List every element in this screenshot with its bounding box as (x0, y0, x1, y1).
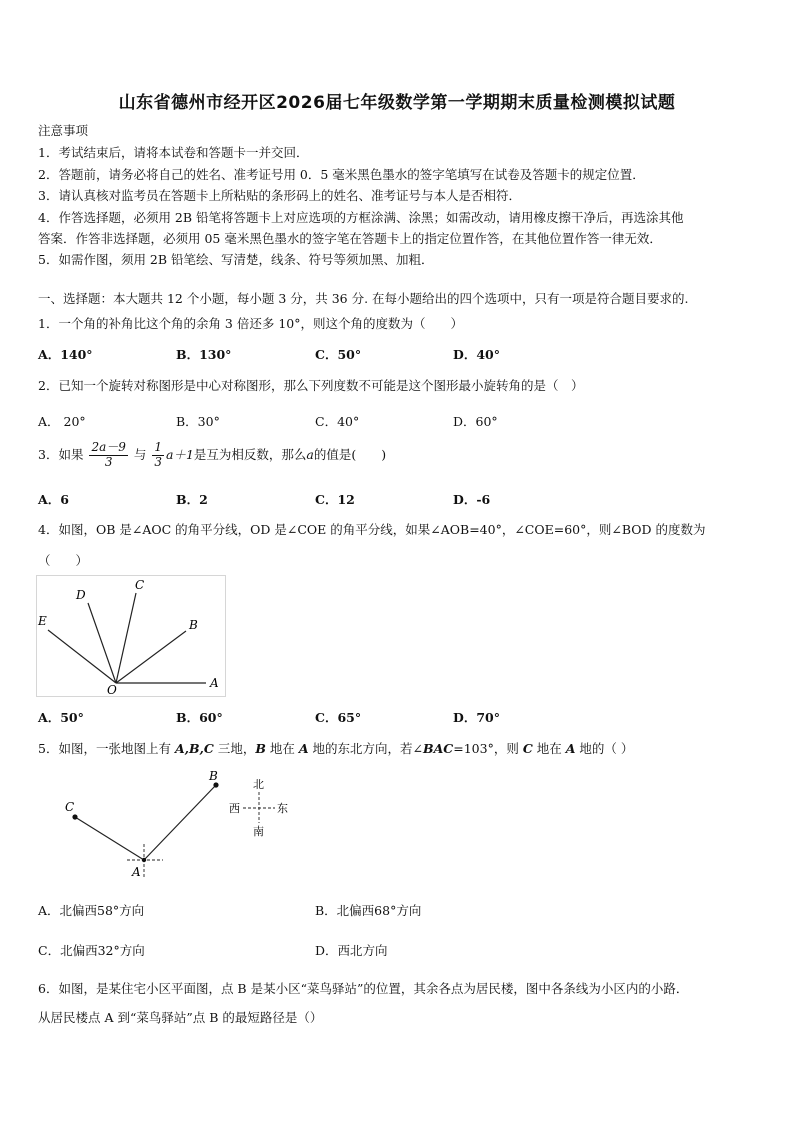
q1-option-d: D．40° (453, 347, 500, 362)
notice-item: 答案．作答非选择题，必须用 05 毫米黑色墨水的签字笔在答题卡上的指定位置作答，在其他位置作答一律无效． (38, 231, 662, 246)
q5-option-a: A．北偏西58°方向 (38, 903, 145, 918)
label-c: C (65, 800, 75, 814)
q3-option-c: C．12 (315, 492, 355, 507)
q3-mid: 与 (133, 446, 147, 462)
q5-text: 5．如图，一张地图上有 (38, 741, 175, 756)
q3-fraction-2 (152, 441, 164, 470)
question-6-stem-cont: 从居民楼点 A 到“菜鸟驿站”点 B 的最短路径是（） (38, 1010, 323, 1025)
question-3-stem (38, 441, 386, 470)
label-a: A (210, 676, 219, 690)
point-b (213, 782, 218, 787)
q2-option-d: D．60° (453, 414, 498, 429)
q3-fraction-2-denominator: 3 (154, 454, 162, 469)
q4-option-d: D．70° (453, 710, 500, 725)
q5-text: =103°，则 (453, 741, 523, 756)
q4-option-b: B．60° (176, 710, 223, 725)
notice-heading: 注意事项 (38, 123, 89, 138)
label-c: C (135, 578, 145, 592)
label-a: A (132, 865, 141, 879)
ray-od (88, 603, 116, 683)
q4-figure (36, 575, 226, 697)
q3-fraction-2-numerator: 1 (154, 440, 162, 454)
q1-option-c: C．50° (315, 347, 362, 362)
segment-ac (75, 817, 144, 860)
label-e: E (38, 614, 47, 628)
q1-option-a: A．140° (38, 347, 93, 362)
question-6-stem: 6．如图，是某住宅小区平面图，点 B 是某小区“菜鸟驿站”的位置，其余各点为居民楼，图中各条线为小区内的小路． (38, 981, 689, 996)
q3-variable: a (306, 446, 314, 462)
q2-option-c: C．40° (315, 414, 360, 429)
q3-fraction-1-numerator: 2a－9 (91, 440, 126, 454)
segment-ab (144, 785, 216, 860)
page-title: 山东省德州市经开区2026届七年级数学第一学期期末质量检测模拟试题 (118, 93, 676, 113)
q3-prefix: 3．如果 (38, 446, 84, 462)
compass-north-label: 北 (253, 778, 264, 791)
q5-text: 地的东北方向，若∠ (308, 741, 424, 756)
question-1-stem: 1．一个角的补角比这个角的余角 3 倍还多 10°，则这个角的度数为（ ） (38, 316, 463, 331)
question-5-stem (38, 739, 633, 757)
q5-point-a: A (298, 741, 309, 756)
q3-option-b: B．2 (176, 492, 208, 507)
label-b: B (209, 769, 218, 783)
point-c (72, 814, 77, 819)
q5-point-b: B (255, 741, 266, 756)
label-d: D (76, 588, 86, 602)
point-a (142, 858, 146, 862)
q5-text: 地在 (265, 741, 299, 756)
q5-text: 地的（ ） (575, 741, 634, 756)
section-heading: 一、选择题：本大题共 12 个小题，每小题 3 分，共 36 分. 在每小题给出的四个选项中，只有一项是符合题目要求的. (38, 291, 689, 306)
q3-option-a: A．6 (38, 492, 69, 507)
q5-point-c: C (522, 741, 533, 756)
ray-ob (116, 631, 186, 683)
compass-east-label: 东 (277, 802, 288, 815)
notice-item: 4．作答选择题，必须用 2B 铅笔将答题卡上对应选项的方框涂满、涂黑；如需改动，请用橡皮擦干净后，再选涂其他 (38, 210, 684, 225)
notice-item: 3．请认真核对监考员在答题卡上所粘贴的条形码上的姓名、准考证号与本人是否相符． (38, 188, 521, 203)
q1-option-b: B．130° (176, 347, 232, 362)
q5-option-b: B．北偏西68°方向 (315, 903, 422, 918)
q3-fraction-1-denominator: 3 (104, 454, 113, 469)
compass-west-label: 西 (229, 802, 240, 815)
q5-text: 地在 (532, 741, 566, 756)
q2-option-b: B．30° (176, 414, 220, 429)
q4-option-c: C．65° (315, 710, 362, 725)
question-2-stem: 2．已知一个旋转对称图形是中心对称图形，那么下列度数不可能是这个图形最小旋转角的是（ ） (38, 378, 584, 393)
q3-fraction-1 (89, 441, 127, 470)
q3-end: 的值是( ) (313, 446, 387, 462)
notice-item: 1．考试结束后，请将本试卷和答题卡一并交回． (38, 145, 309, 160)
notice-item: 5．如需作图，须用 2B 铅笔绘、写清楚，线条、符号等须加黑、加粗． (38, 252, 434, 267)
q5-point-a: A (565, 741, 576, 756)
q3-option-d: D．-6 (453, 492, 491, 507)
q5-text: 三地， (213, 741, 256, 756)
label-o: O (107, 683, 117, 697)
q5-points: A,B,C (174, 741, 214, 756)
q5-angle: BAC (423, 741, 454, 756)
q3-suffix: 是互为相反数，那么 (193, 446, 307, 462)
q4-figure-frame (37, 576, 226, 697)
ray-oc (116, 593, 136, 683)
question-4-stem: 4．如图，OB 是∠AOC 的角平分线，OD 是∠COE 的角平分线，如果∠AOB=40°，∠COE=60°，则∠BOD 的度数为 (38, 522, 706, 537)
label-b: B (189, 618, 198, 632)
notice-item: 2．答题前，请务必将自己的姓名、准考证号用 0．5 毫米黑色墨水的签字笔填写在试卷及答题卡的规定位置． (38, 167, 645, 182)
compass-south-label: 南 (253, 825, 264, 838)
q2-option-a: A． 20° (38, 414, 86, 429)
q3-term: a＋1 (166, 446, 194, 462)
question-4-stem-cont: （ ） (38, 553, 89, 568)
ray-oe (48, 630, 116, 683)
q5-figure (55, 768, 315, 880)
q5-option-c: C．北偏西32°方向 (38, 943, 145, 958)
q5-option-d: D．西北方向 (315, 943, 388, 958)
q4-option-a: A．50° (38, 710, 84, 725)
